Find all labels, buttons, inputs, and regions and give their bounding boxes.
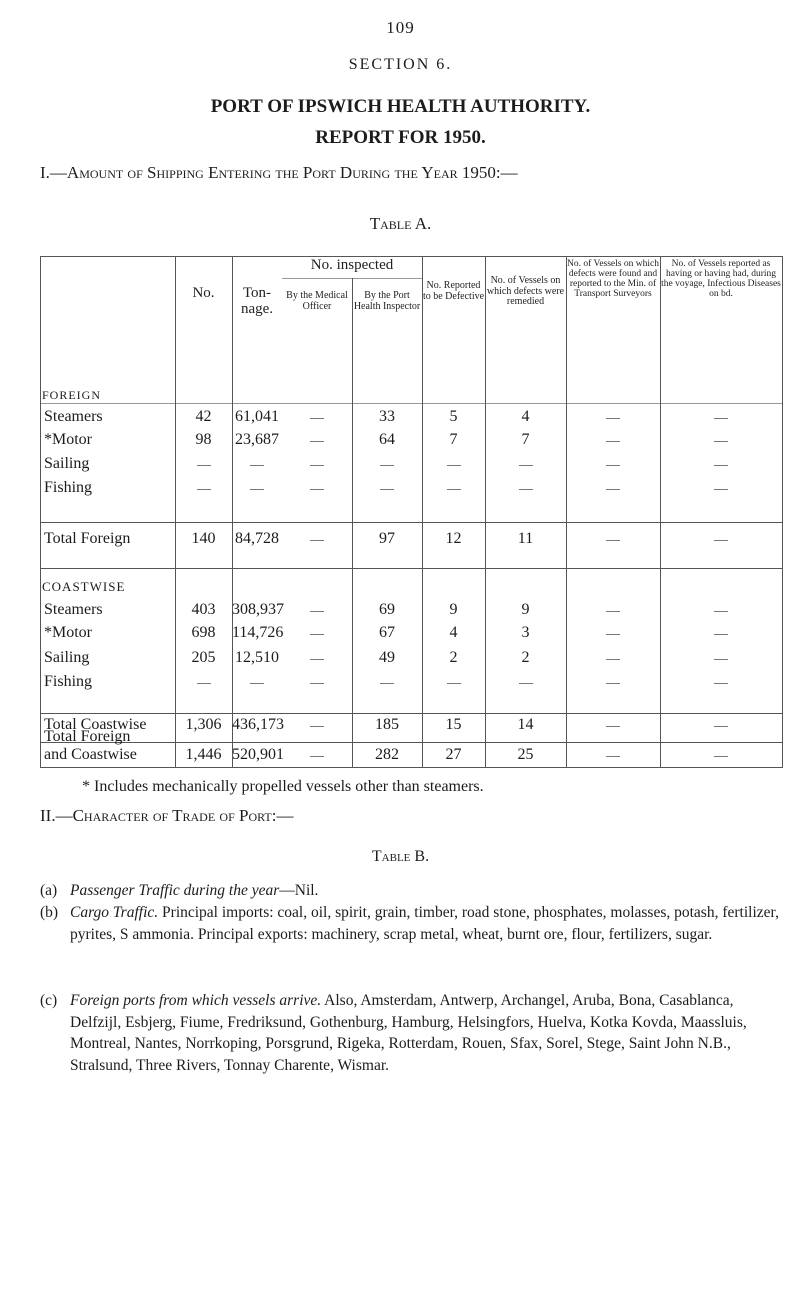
header-infectious-disease: No. of Vessels reported as having or having had, during the voyage, Infectious Diseases on bd. [661,259,781,299]
page-number: 109 [386,18,415,37]
coastwise-row-label: Fishing [44,673,93,690]
grand-total-no: 1,446 [185,746,222,763]
total-coastwise-row-remedied: 14 [517,716,534,733]
foreign-row-inspector-dash [380,489,394,490]
col-line [352,278,353,768]
coastwise-row-ministry-dash [606,611,620,612]
section-i-heading: I.—Amount of Shipping Entering the Port During the Year 1950:— [40,163,518,182]
coastwise-row-inspector: 69 [379,601,395,618]
foreign-row-remedied: 4 [521,408,530,425]
foreign-row-infectious-dash [714,465,728,466]
header-defects-remedied: No. of Vessels on which defects were remedied [486,275,565,307]
grand-total-infectious-dash [714,756,728,757]
header-tonnage: Ton-nage. [240,285,274,317]
foreign-row-inspector: 64 [379,431,395,448]
foreign-row-no: 42 [195,408,212,425]
section-ii-heading: II.—Character of Trade of Port:— [40,806,294,825]
foreign-row-medical-dash [310,418,324,419]
grand-total-label-line2: and Coastwise [44,746,137,763]
report-title: PORT OF IPSWICH HEALTH AUTHORITY. [210,96,591,117]
col-line [175,256,176,768]
table-a-caption: Table A. [369,214,432,233]
total-foreign-row-medical-dash [310,540,324,541]
total-foreign-row-remedied: 11 [517,530,534,547]
foreign-row-infectious-dash [714,489,728,490]
coastwise-row-no: 403 [191,601,216,618]
col-line [40,256,41,768]
foreign-row-no-dash [197,489,211,490]
foreign-row-medical-dash [310,465,324,466]
total-foreign-row-label: Total Foreign [44,530,131,547]
coastwise-row-infectious-dash [714,683,728,684]
foreign-row-no-dash [197,465,211,466]
coastwise-row-ministry-dash [606,659,620,660]
coastwise-row-inspector-dash [380,683,394,684]
coastwise-section-label: COASTWISE [42,579,126,594]
item-title: Passenger Traffic during the year [70,882,280,899]
foreign-row-infectious-dash [714,441,728,442]
item-text: Also, Amsterdam, Antwerp, Archangel, Aruba, Bona, Casablanca, Delfzijl, Esbjerg, Fiume, Fredriksund, Gothenburg, Hamburg, Helsingfors, Huelva, Kotka Kovda, Maassluis, Montreal, Nantes, Norrkoping, Porsgrund, Rigeka, Rotterdam, Rouen, Sfax, Sorel, Stege, Saint John N.B., Stralsund, Three Rivers, Tonnay Charente, Wismar. [70,992,747,1074]
coastwise-row-medical-dash [310,683,324,684]
coastwise-row-defective-dash [447,683,461,684]
coastwise-row-medical-dash [310,634,324,635]
coastwise-row-tonnage-dash [250,683,264,684]
total-coastwise-row-label: Total Coastwise [44,716,147,733]
foreign-row-tonnage-dash [250,489,264,490]
col-line [485,256,486,768]
foreign-row-label: *Motor [44,431,92,448]
foreign-row-tonnage: 23,687 [235,431,279,448]
col-line [782,256,783,768]
grand-total-tonnage: 520,901 [232,746,284,763]
total-foreign-row-defective: 12 [445,530,462,547]
col-line [422,256,423,768]
coastwise-row-remedied-dash [519,683,533,684]
coastwise-row-medical-dash [310,659,324,660]
foreign-row-inspector-dash [380,465,394,466]
foreign-row-medical-dash [310,441,324,442]
item-title: Cargo Traffic. [70,904,159,921]
total-coastwise-row-defective: 15 [445,716,462,733]
coastwise-row-defective: 9 [449,601,458,618]
total-coastwise-row-tonnage: 436,173 [232,716,284,733]
foreign-row-ministry-dash [606,418,620,419]
header-rule [40,403,783,404]
section-heading: SECTION 6. [348,56,453,73]
coastwise-row-no: 205 [191,649,216,666]
coastwise-row-no: 698 [191,624,216,641]
coastwise-row-defective: 2 [449,649,458,666]
coastwise-row-no-dash [197,683,211,684]
coastwise-row-defective: 4 [449,624,458,641]
coastwise-row-tonnage: 114,726 [232,624,284,641]
row-group-rule [40,522,783,523]
foreign-row-remedied: 7 [521,431,530,448]
coastwise-row-label: Sailing [44,649,90,666]
item-title: Foreign ports from which vessels arrive. [70,992,322,1009]
header-no: No. [192,285,215,301]
total-coastwise-row-medical-dash [310,726,324,727]
foreign-row-defective: 5 [449,408,458,425]
foreign-row-label: Fishing [44,479,93,496]
report-subtitle: REPORT FOR 1950. [315,127,486,148]
grand-total-remedied: 25 [517,746,534,763]
table-top-rule [40,256,783,257]
foreign-row-defective-dash [447,465,461,466]
passenger-traffic-paragraph [40,880,782,902]
coastwise-row-label: *Motor [44,624,92,641]
coastwise-row-tonnage: 12,510 [235,649,279,666]
foreign-row-remedied-dash [519,465,533,466]
col-line [232,256,233,768]
foreign-row-remedied-dash [519,489,533,490]
foreign-row-tonnage: 61,041 [235,408,279,425]
header-inspected: No. inspected [310,257,394,273]
footnote: * Includes mechanically propelled vessels other than steamers. [82,778,484,795]
foreign-row-infectious-dash [714,418,728,419]
foreign-ports-paragraph [40,990,782,1076]
item-label: (c) [40,992,58,1009]
foreign-row-label: Steamers [44,408,103,425]
grand-total-label-line1: Total Foreign [44,728,131,745]
total-foreign-row-ministry-dash [606,540,620,541]
foreign-row-inspector: 33 [379,408,395,425]
total-foreign-row-no: 140 [191,530,216,547]
cargo-traffic-paragraph [40,902,782,945]
item-text: —Nil. [279,882,319,899]
item-text: Principal imports: coal, oil, spirit, grain, timber, road stone, phosphates, molasses, potash, fertilizer, pyrites, S ammonia. Principal exports: machinery, scrap metal, wheat, burnt ore, flour, fertilizers, sugar. [70,904,779,943]
header-by-medical-officer: By the Medical Officer [286,290,348,312]
grand-total-ministry-dash [606,756,620,757]
foreign-row-defective-dash [447,489,461,490]
foreign-row-no: 98 [195,431,212,448]
total-coastwise-row-inspector: 185 [375,716,399,733]
foreign-row-tonnage-dash [250,465,264,466]
coastwise-row-ministry-dash [606,634,620,635]
foreign-row-defective: 7 [449,431,458,448]
foreign-row-label: Sailing [44,455,90,472]
total-coastwise-row-infectious-dash [714,726,728,727]
coastwise-row-tonnage: 308,937 [232,601,284,618]
header-reported-defective: No. Reported to be Defective [422,280,485,302]
coastwise-row-remedied: 2 [521,649,530,666]
coastwise-row-remedied: 3 [521,624,530,641]
row-group-rule [40,568,783,569]
foreign-row-medical-dash [310,489,324,490]
total-foreign-row-inspector: 97 [379,530,395,547]
table-b-caption: Table B. [371,848,430,865]
table-bottom-rule [40,767,783,768]
coastwise-row-ministry-dash [606,683,620,684]
col-line [566,256,567,768]
item-label: (b) [40,904,59,921]
foreign-section-label: FOREIGN [42,388,102,402]
table-a [40,256,783,768]
grand-total-defective: 27 [445,746,462,763]
item-label: (a) [40,882,58,899]
total-foreign-row-infectious-dash [714,540,728,541]
coastwise-row-label: Steamers [44,601,103,618]
foreign-row-ministry-dash [606,441,620,442]
row-group-rule [40,713,783,714]
grand-total-medical-dash [310,756,324,757]
foreign-row-ministry-dash [606,465,620,466]
coastwise-row-remedied: 9 [521,601,530,618]
coastwise-row-infectious-dash [714,634,728,635]
coastwise-row-infectious-dash [714,659,728,660]
total-coastwise-row-no: 1,306 [185,716,222,733]
total-foreign-row-tonnage: 84,728 [235,530,279,547]
col-line [660,256,661,768]
grand-total-inspector: 282 [375,746,399,763]
coastwise-row-infectious-dash [714,611,728,612]
coastwise-row-inspector: 49 [379,649,395,666]
header-defects-ministry: No. of Vessels on which defects were found and reported to the Min. of Transport Surveyors [567,259,659,299]
header-by-port-health-inspector: By the Port Health Inspector [353,290,421,312]
coastwise-row-inspector: 67 [379,624,395,641]
coastwise-row-medical-dash [310,611,324,612]
foreign-row-ministry-dash [606,489,620,490]
total-coastwise-row-ministry-dash [606,726,620,727]
